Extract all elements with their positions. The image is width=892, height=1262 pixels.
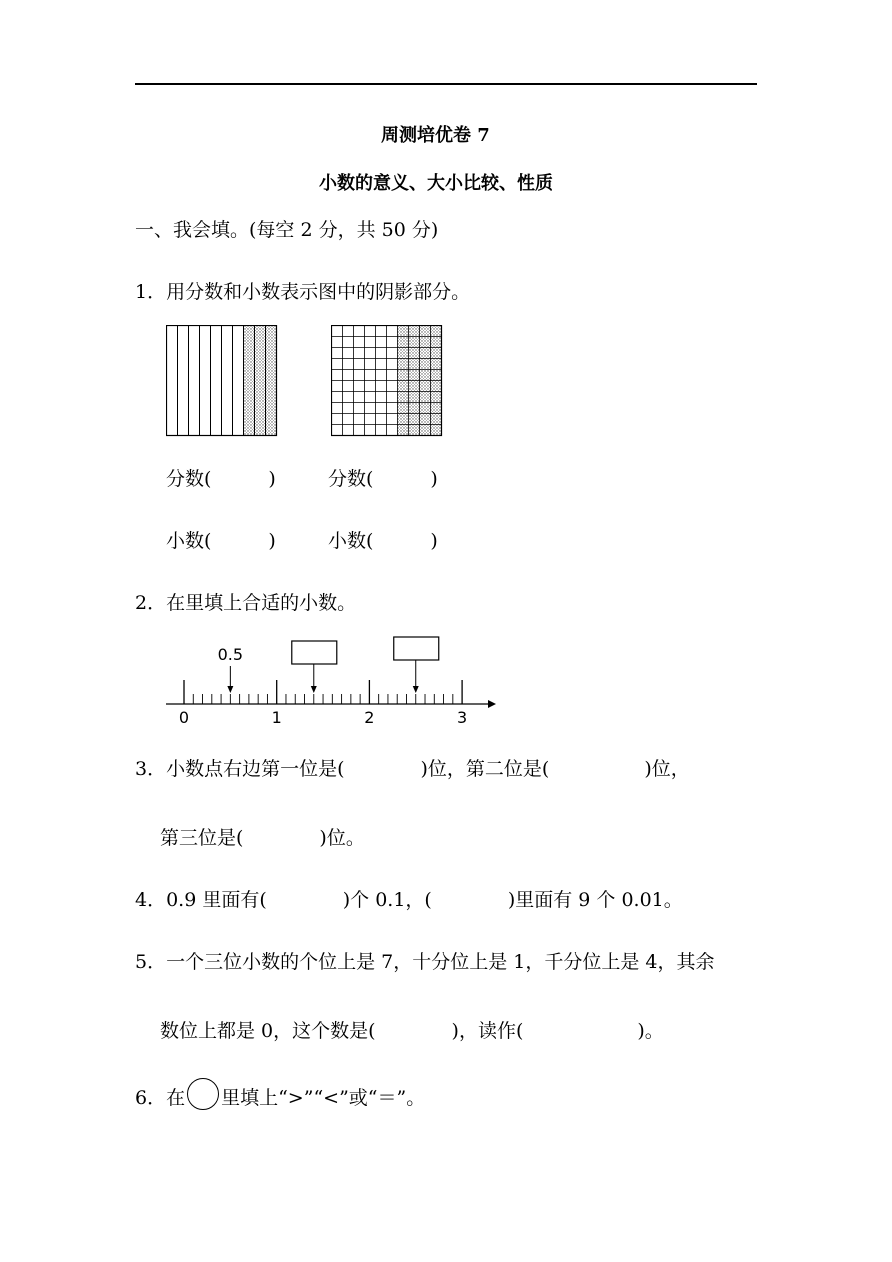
tick-label: 3 — [457, 708, 468, 727]
arrow-head-icon — [227, 686, 233, 693]
fraction-answer-a: 分数( ) — [166, 468, 276, 490]
question-3-line-1: 3．小数点右边第一位是( )位，第二位是( )位， — [135, 758, 690, 780]
question-6-prefix: 6．在 — [135, 1087, 186, 1109]
question-6-text — [135, 1078, 425, 1110]
arrow-head-icon — [413, 686, 419, 693]
answer-box — [394, 637, 439, 660]
answer-box — [292, 641, 337, 664]
tick-label: 1 — [271, 708, 282, 727]
arrow-head-icon — [311, 686, 317, 693]
decimal-answer-b: 小数( ) — [328, 530, 438, 552]
question-3-line-2: 第三位是( )位。 — [160, 827, 365, 849]
question-6-suffix: 里填上“>”“<”或“＝”。 — [221, 1087, 426, 1109]
compare-circle-icon — [187, 1078, 219, 1110]
shaded-strips — [244, 326, 277, 436]
question-5-line-1: 5．一个三位小数的个位上是 7，十分位上是 1，千分位上是 4，其余 — [135, 951, 715, 973]
number-line — [160, 630, 505, 730]
page-subtitle: 小数的意义、大小比较、性质 — [319, 173, 553, 194]
question-5-line-2: 数位上都是 0，这个数是( )，读作( )。 — [160, 1020, 664, 1042]
top-rule — [135, 83, 757, 85]
tick-label: 0 — [178, 708, 190, 727]
tick-label: 2 — [364, 708, 375, 727]
fraction-answer-b: 分数( ) — [328, 468, 438, 490]
question-1-text: 1．用分数和小数表示图中的阴影部分。 — [135, 281, 471, 303]
decimal-answer-a: 小数( ) — [166, 530, 276, 552]
strip-figure — [166, 325, 278, 437]
page-title: 周测培优卷 7 — [381, 125, 490, 146]
axis-arrow-icon — [488, 700, 496, 708]
grid-figure — [331, 325, 443, 437]
section-heading: 一、我会填。(每空 2 分，共 50 分) — [135, 219, 439, 241]
question-4-text: 4．0.9 里面有( )个 0.1，( )里面有 9 个 0.01。 — [135, 889, 683, 911]
question-2-text: 2．在里填上合适的小数。 — [135, 592, 357, 614]
marked-value-label: 0.5 — [217, 645, 244, 664]
